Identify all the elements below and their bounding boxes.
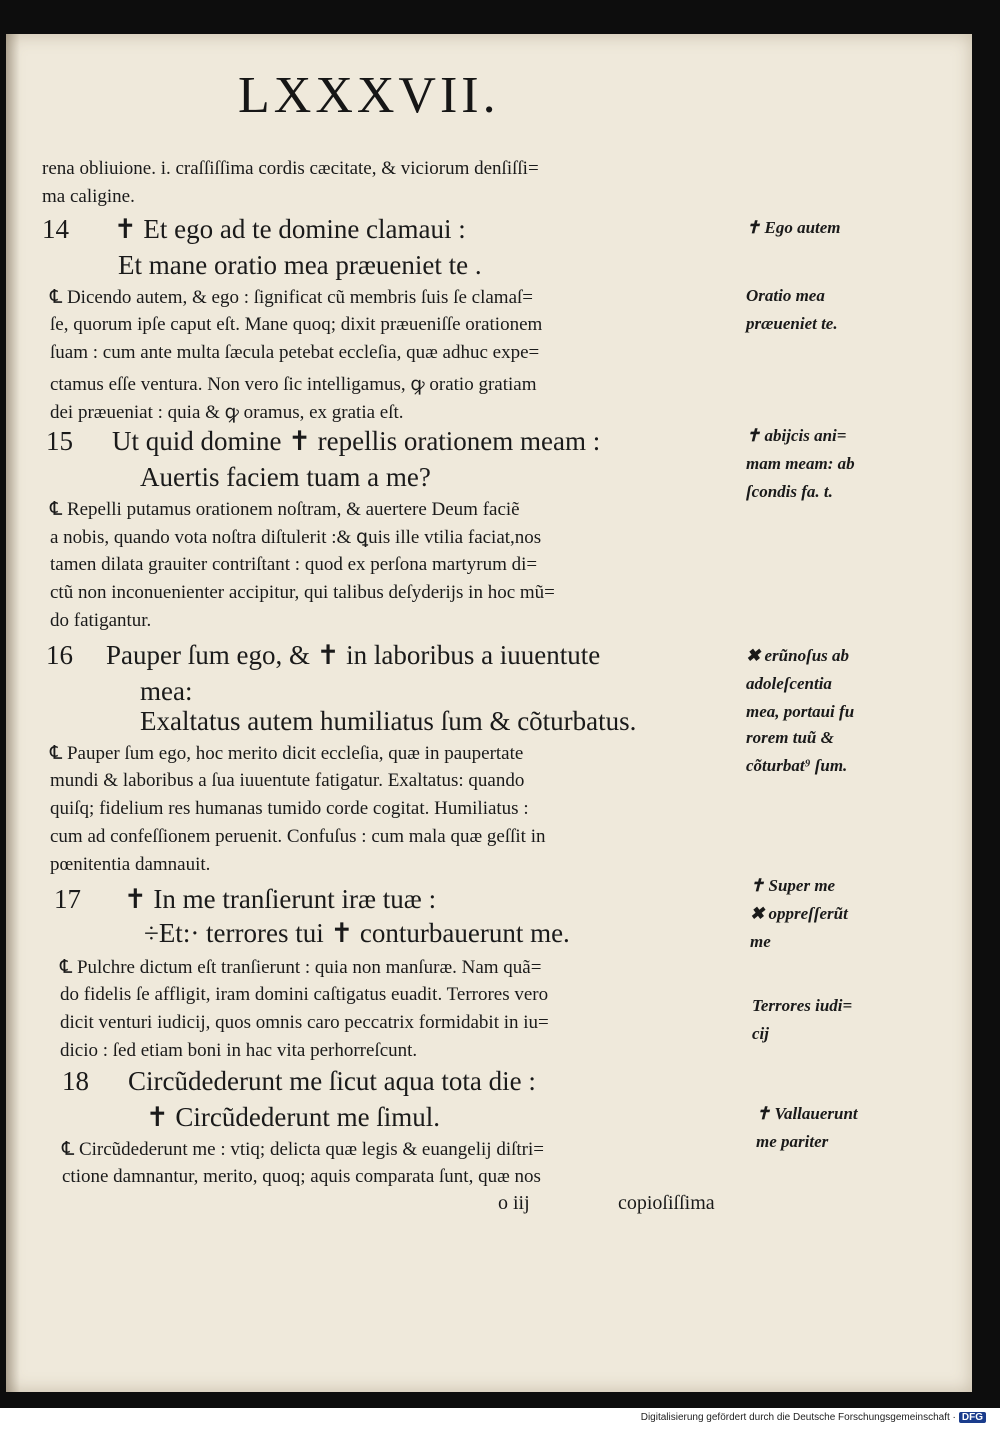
commentary-line: ℄ Circũdederunt me : vtiq; delicta quæ legis & euangelij diſtri= [62, 1139, 544, 1160]
commentary-line: quiſq; fidelium res humanas tumido corde cogitat. Humiliatus : [50, 798, 529, 819]
signature-mark: o iij [498, 1192, 530, 1214]
verse-line: ✝ In me tranſierunt iræ tuæ : [124, 884, 437, 914]
margin-note: me [750, 932, 771, 951]
margin-note: rorem tuũ & [746, 728, 834, 747]
commentary-line: ℄ Pauper ſum ego, hoc merito dicit eccleſia, quæ in paupertate [50, 743, 524, 764]
commentary-line: ℄ Dicendo autem, & ego : ſignificat cũ membris ſuis ſe clamaſ= [50, 287, 534, 308]
commentary-line: pœnitentia damnauit. [50, 854, 211, 875]
verse-line: Ut quid domine ✝ repellis orationem meam : [112, 426, 601, 456]
margin-note: adoleſcentia [746, 674, 832, 693]
margin-note: ✖ oppreſſerũt [750, 904, 848, 923]
commentary-line: ctione damnantur, merito, quoq; aquis comparata ſunt, quæ nos [62, 1166, 541, 1187]
footer-text: Digitalisierung gefördert durch die Deutsche Forschungsgemeinschaft · [640, 1412, 956, 1423]
verse-line: Circũdederunt me ſicut aqua tota die : [128, 1066, 536, 1096]
margin-note: ✝ abijcis ani= [746, 426, 847, 445]
dfg-logo-icon: DFG [959, 1412, 986, 1423]
margin-note: ✝ Ego autem [746, 218, 841, 237]
commentary-line: a nobis, quando vota noſtra diſtulerit :& ꝗuis ille vtilia faciat,nos [50, 527, 542, 548]
commentary-line: rena obliuione. i. craſſiſſima cordis cæcitate, & viciorum denſiſſi= [42, 158, 539, 179]
verse-line: Exaltatus autem humiliatus ſum & cõturbatus. [140, 706, 637, 736]
commentary-line: ctũ non inconuenienter accipitur, qui talibus deſyderijs in hoc mũ= [50, 582, 555, 603]
verse-number: 14 [42, 214, 69, 244]
margin-note: cij [752, 1024, 769, 1043]
commentary-line: ſuam : cum ante multa ſæcula petebat eccleſia, quæ adhuc expe= [50, 342, 540, 363]
commentary-line: dei præueniat : quia & ꝙ oramus, ex gratia eſt. [50, 402, 404, 423]
margin-note: cõturbat⁹ ſum. [746, 756, 848, 775]
commentary-line: ma caligine. [42, 186, 135, 207]
folio-number: LXXXVII. [238, 67, 500, 124]
margin-note: me pariter [756, 1132, 829, 1151]
margin-note: mea, portaui fu [746, 702, 855, 721]
commentary-line: cum ad confeſſionem peruenit. Confuſus : cum mala quæ geſſit in [50, 826, 546, 847]
commentary-line: do fatigantur. [50, 610, 152, 631]
verse-line: mea: [140, 676, 193, 706]
digitization-footer [641, 1412, 986, 1423]
margin-note: ✝ Vallauerunt [756, 1104, 858, 1123]
margin-note: ✖ erũnoſus ab [746, 646, 850, 665]
verse-number: 16 [46, 640, 73, 670]
commentary-line: tamen dilata grauiter contriſtant : quod ex perſona martyrum di= [50, 554, 538, 575]
margin-note: præueniet te. [746, 314, 838, 333]
verse-line: ÷Et:· terrores tui ✝ conturbauerunt me. [144, 918, 570, 948]
margin-note: ✝ Super me [750, 876, 836, 895]
commentary-line: ℄ Pulchre dictum eſt tranſierunt : quia non manſuræ. Nam quã= [60, 957, 542, 978]
verse-number: 15 [46, 426, 73, 456]
margin-note: Oratio mea [746, 286, 825, 305]
commentary-line: dicio : ſed etiam boni in hac vita perhorreſcunt. [60, 1040, 418, 1061]
verse-line: ✝ Circũdederunt me ſimul. [146, 1102, 441, 1132]
verse-number: 17 [54, 884, 81, 914]
commentary-line: ctamus eſſe ventura. Non vero ſic intelligamus, ꝙ oratio gratiam [50, 374, 537, 395]
margin-note: mam meam: ab [746, 454, 855, 473]
commentary-line: do fidelis ſe affligit, iram domini caſtigatus euadit. Terrores vero [60, 984, 549, 1005]
margin-note: Terrores iudi= [752, 996, 853, 1015]
commentary-line: ſe, quorum ipſe caput eſt. Mane quoq; dixit præueniſſe orationem [50, 314, 543, 335]
commentary-line: ℄ Repelli putamus orationem noſtram, & auertere Deum faciẽ [50, 499, 520, 520]
commentary-line: dicit venturi iudicij, quos omnis caro peccatrix formidabit in iu= [60, 1012, 549, 1033]
verse-line: Et mane oratio mea præueniet te . [118, 250, 482, 280]
verse-number: 18 [62, 1066, 89, 1096]
verse-line: Pauper ſum ego, & ✝ in laboribus a iuuentute [106, 640, 601, 670]
verse-line: ✝ Et ego ad te domine clamaui : [114, 214, 466, 244]
commentary-line: mundi & laboribus a ſua iuuentute fatigatur. Exaltatus: quando [50, 770, 525, 791]
catchword: copioſiſſima [618, 1192, 715, 1214]
verse-line: Auertis faciem tuam a me? [140, 462, 431, 492]
margin-note: ſcondis fa. t. [746, 482, 833, 501]
